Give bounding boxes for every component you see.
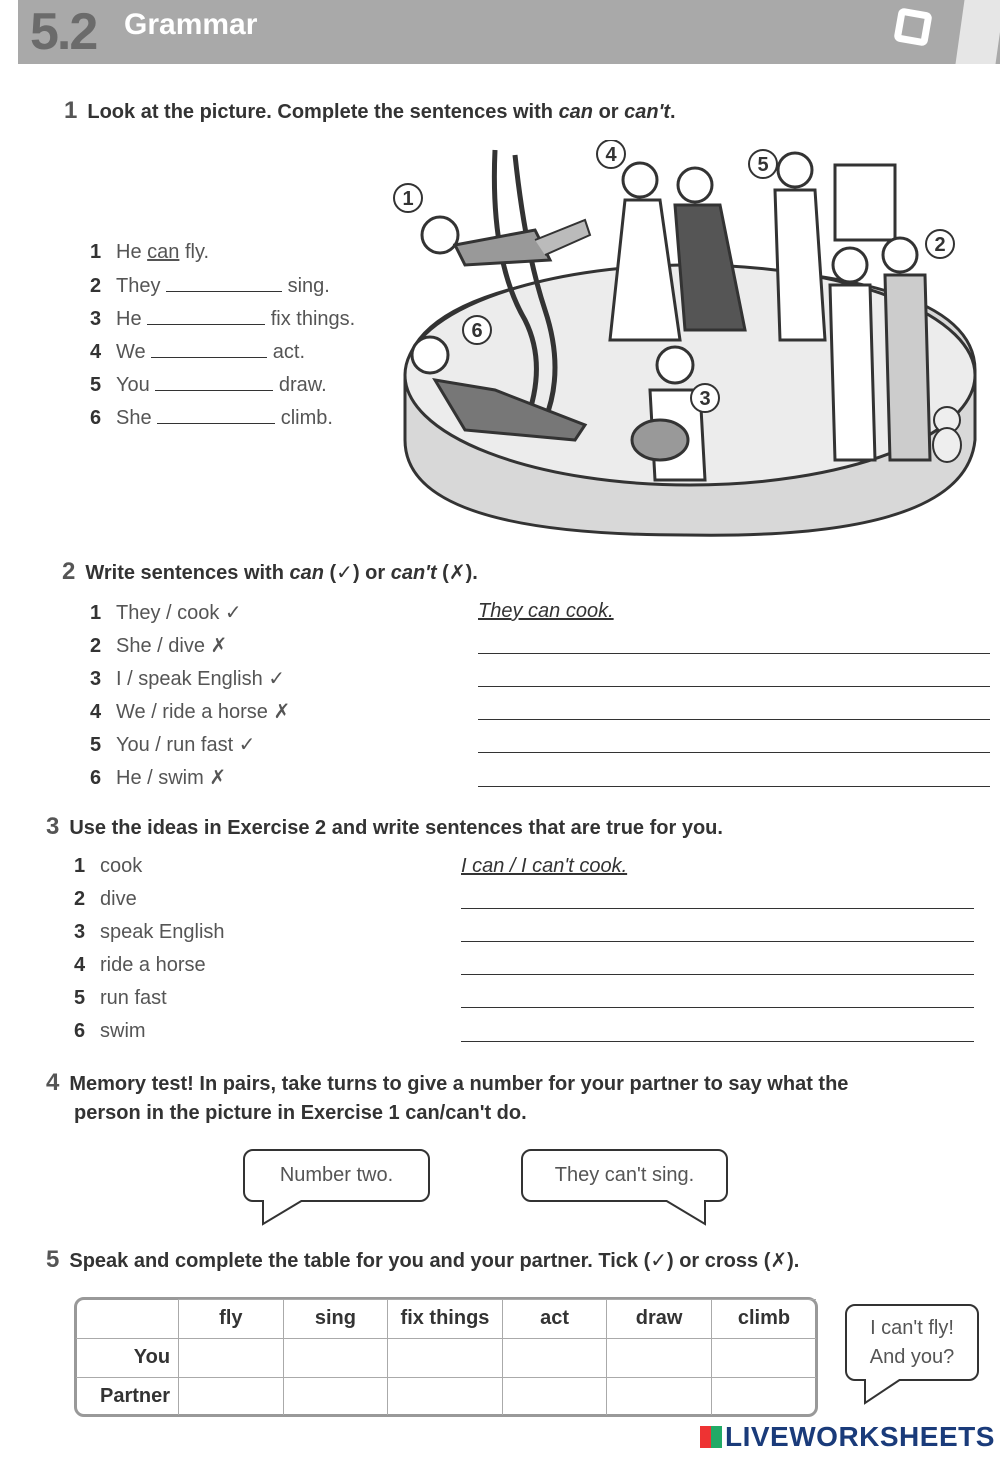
row-partner: Partner xyxy=(76,1377,179,1415)
exercise-2-title: 2 Write sentences with can (✓) or can't (✗). xyxy=(62,558,478,585)
ex1-item-2-blank[interactable] xyxy=(166,274,282,292)
ex2-item-5-answer-line[interactable] xyxy=(478,752,990,753)
unit-number: 5.2 xyxy=(30,3,97,61)
liveworksheets-logo: LIVEWORKSHEETS xyxy=(700,1421,995,1453)
ex1-item-6-blank[interactable] xyxy=(157,406,275,424)
cell-you-draw[interactable] xyxy=(607,1338,712,1377)
ex1-item-4: 4 We act. xyxy=(90,341,306,363)
ex3-item-4: 4 ride a horse xyxy=(74,954,206,976)
ex3-item-2: 2 dive xyxy=(74,888,137,910)
ex1-item-6: 6 She climb. xyxy=(90,407,333,429)
cell-you-act[interactable] xyxy=(502,1338,607,1377)
ex3-item-1: 1 cook xyxy=(74,855,143,877)
cell-partner-draw[interactable] xyxy=(607,1377,712,1415)
ex1-item-5-blank[interactable] xyxy=(155,373,273,391)
ex2-item-6: 6 He / swim ✗ xyxy=(90,767,227,789)
section-title: Grammar xyxy=(124,8,258,41)
col-fly: fly xyxy=(179,1300,284,1339)
ex2-item-5: 5 You / run fast ✓ xyxy=(90,734,256,756)
table-row xyxy=(76,1338,816,1377)
picture-label-5: 5 xyxy=(757,154,769,176)
ability-table xyxy=(76,1299,816,1415)
picture-label-6: 6 xyxy=(471,320,483,342)
ex2-item-1: 1 They / cook ✓ xyxy=(90,602,242,624)
col-fix-things: fix things xyxy=(388,1300,503,1339)
picture-label-4: 4 xyxy=(605,144,617,166)
person-1-flying-icon xyxy=(422,217,590,265)
speech-bubble-i-cant-fly: I can't fly! And you? xyxy=(845,1304,979,1381)
header-corner-decoration xyxy=(956,0,1000,64)
cell-partner-fix-things[interactable] xyxy=(388,1377,503,1415)
table-header-row xyxy=(76,1300,816,1339)
speech-bubble-they-cant-sing: They can't sing. xyxy=(521,1149,728,1202)
exercise-5-title: 5 Speak and complete the table for you and your partner. Tick (✓) or cross (✗). xyxy=(46,1246,800,1273)
col-climb: climb xyxy=(711,1300,816,1339)
exercise-1-title: 1 Look at the picture. Complete the sentences with can or can't. xyxy=(64,97,676,124)
ex2-item-4: 4 We / ride a horse ✗ xyxy=(90,701,291,723)
cell-you-sing[interactable] xyxy=(283,1338,388,1377)
ex1-item-3: 3 He fix things. xyxy=(90,308,356,330)
ex1-item-4-blank[interactable] xyxy=(151,340,267,358)
ex1-item-1-answer: can xyxy=(147,241,180,263)
ex3-item-6-answer-line[interactable] xyxy=(461,1041,974,1042)
cell-you-climb[interactable] xyxy=(711,1338,816,1377)
picture-label-1: 1 xyxy=(402,188,414,210)
col-sing: sing xyxy=(283,1300,388,1339)
ex1-item-5: 5 You draw. xyxy=(90,374,327,396)
ex3-item-3: 3 speak English xyxy=(74,921,225,943)
ex2-item-1-answer: They can cook. xyxy=(478,600,614,622)
ex3-item-5: 5 run fast xyxy=(74,987,167,1009)
ex1-item-2: 2 They sing. xyxy=(90,275,330,297)
section-header xyxy=(18,0,1000,64)
liveworksheets-logo-icon xyxy=(700,1426,722,1448)
cell-you-fly[interactable] xyxy=(179,1338,284,1377)
speech-bubble-number-two: Number two. xyxy=(243,1149,430,1202)
cat-icon xyxy=(933,407,961,462)
table-row xyxy=(76,1377,816,1415)
ex3-item-1-answer: I can / I can't cook. xyxy=(461,855,628,877)
ex2-item-3-answer-line[interactable] xyxy=(478,686,990,687)
ex3-item-5-answer-line[interactable] xyxy=(461,1007,974,1008)
ex2-item-3: 3 I / speak English ✓ xyxy=(90,668,286,690)
exercise-4-title: 4 Memory test! In pairs, take turns to give a number for your partner to say what the person in the picture in Exercise 1 can/can't do. xyxy=(46,1069,849,1124)
ex3-item-6: 6 swim xyxy=(74,1020,146,1042)
cell-you-fix-things[interactable] xyxy=(388,1338,503,1377)
ex2-item-4-answer-line[interactable] xyxy=(478,719,990,720)
col-draw: draw xyxy=(607,1300,712,1339)
cell-partner-fly[interactable] xyxy=(179,1377,284,1415)
ex3-item-3-answer-line[interactable] xyxy=(461,941,974,942)
picture-label-3: 3 xyxy=(699,388,711,410)
cell-partner-sing[interactable] xyxy=(283,1377,388,1415)
ex2-item-2: 2 She / dive ✗ xyxy=(90,635,228,657)
ex3-item-2-answer-line[interactable] xyxy=(461,908,974,909)
row-you: You xyxy=(76,1338,179,1377)
person-4-queen-icon xyxy=(610,163,680,340)
header-square-icon xyxy=(893,7,932,46)
stage-illustration xyxy=(385,140,995,540)
ex2-item-6-answer-line[interactable] xyxy=(478,786,990,787)
exercise-3-title: 3 Use the ideas in Exercise 2 and write sentences that are true for you. xyxy=(46,813,723,840)
cell-partner-climb[interactable] xyxy=(711,1377,816,1415)
picture-label-2: 2 xyxy=(934,234,946,256)
ex2-item-2-answer-line[interactable] xyxy=(478,653,990,654)
ex3-item-4-answer-line[interactable] xyxy=(461,974,974,975)
cell-partner-act[interactable] xyxy=(502,1377,607,1415)
ex1-item-1: 1 He can fly. xyxy=(90,241,210,263)
person-king-icon xyxy=(675,168,745,330)
col-act: act xyxy=(502,1300,607,1339)
ex1-item-3-blank[interactable] xyxy=(147,307,265,325)
